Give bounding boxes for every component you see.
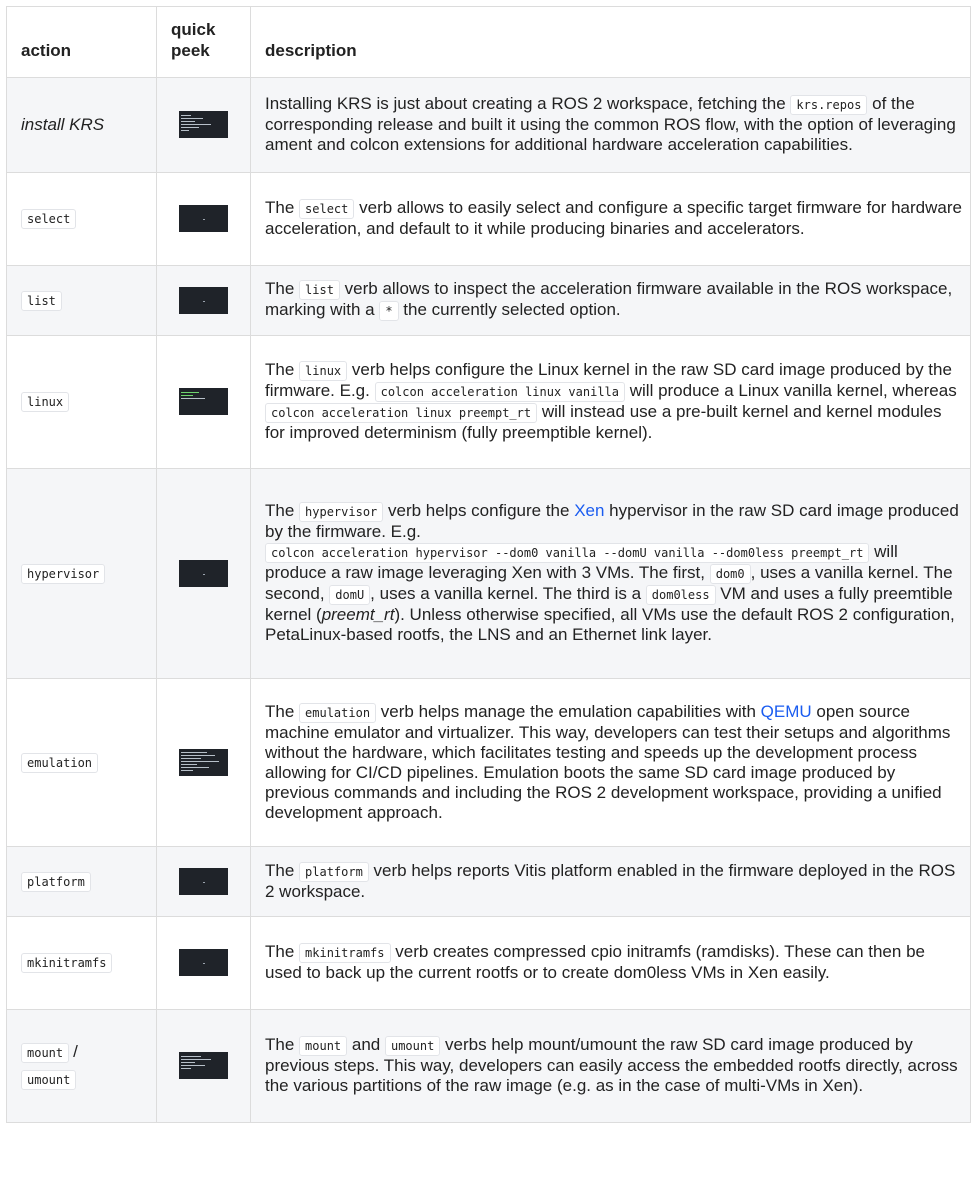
terminal-thumbnail-icon[interactable] bbox=[179, 1052, 228, 1079]
inline-code: mkinitramfs bbox=[299, 943, 390, 963]
inline-code: dom0 bbox=[710, 564, 751, 584]
inline-code: * bbox=[379, 301, 398, 321]
action-cell bbox=[7, 1010, 157, 1123]
action-code: mkinitramfs bbox=[21, 953, 112, 973]
description-cell: The list verb allows to inspect the acceleration firmware available in the ROS workspace, marking with a * the currently selected option. bbox=[251, 266, 971, 336]
inline-code: select bbox=[299, 199, 354, 219]
action-cell bbox=[7, 469, 157, 679]
terminal-thumbnail-icon[interactable] bbox=[179, 749, 228, 776]
terminal-thumbnail-icon[interactable] bbox=[179, 287, 228, 314]
inline-code: krs.repos bbox=[790, 95, 867, 115]
table-row bbox=[7, 336, 971, 469]
table-row bbox=[7, 173, 971, 266]
inline-code: colcon acceleration hypervisor --dom0 vanilla --domU vanilla --dom0less preempt_rt bbox=[265, 543, 869, 563]
description-cell: The mount and umount verbs help mount/umount the raw SD card image produced by previous steps. This way, developers can easily access the embedded rootfs directly, across the various partitions of the raw image (e.g. as in the case of multi-VMs in Xen). bbox=[251, 1010, 971, 1123]
action-cell bbox=[7, 847, 157, 917]
description-cell: The platform verb helps reports Vitis platform enabled in the firmware deployed in the ROS 2 workspace. bbox=[251, 847, 971, 917]
header-quick-peek: quick peek bbox=[157, 7, 251, 78]
peek-cell bbox=[157, 336, 251, 469]
action-separator: / bbox=[73, 1041, 78, 1061]
table-row bbox=[7, 679, 971, 847]
inline-code: list bbox=[299, 280, 340, 300]
peek-cell bbox=[157, 173, 251, 266]
terminal-thumbnail-icon[interactable] bbox=[179, 949, 228, 976]
action-cell bbox=[7, 679, 157, 847]
xen-link[interactable]: Xen bbox=[574, 501, 605, 520]
description-cell: The linux verb helps configure the Linux kernel in the raw SD card image produced by the firmware. E.g. colcon acceleration linux vanilla will produce a Linux vanilla kernel, whereas colcon acceleration linux preempt_rt will instead use a pre-built kernel and kernel modules for improved determinism (fully preemptible kernel). bbox=[251, 336, 971, 469]
action-cell bbox=[7, 336, 157, 469]
peek-cell bbox=[157, 847, 251, 917]
table-row bbox=[7, 469, 971, 679]
inline-code: linux bbox=[299, 361, 347, 381]
header-action: action bbox=[7, 7, 157, 78]
inline-code: colcon acceleration linux preempt_rt bbox=[265, 403, 537, 423]
action-cell bbox=[7, 266, 157, 336]
inline-code: domU bbox=[329, 585, 370, 605]
peek-cell bbox=[157, 679, 251, 847]
inline-code: platform bbox=[299, 862, 369, 882]
inline-code: umount bbox=[385, 1036, 440, 1056]
action-code: list bbox=[21, 291, 62, 311]
peek-cell bbox=[157, 266, 251, 336]
description-cell: The select verb allows to easily select and configure a specific target firmware for hardware acceleration, and default to it while producing binaries and accelerators. bbox=[251, 173, 971, 266]
table-row bbox=[7, 266, 971, 336]
description-cell: The mkinitramfs verb creates compressed cpio initramfs (ramdisks). These can then be used to back up the current rootfs or to create dom0less VMs in Xen easily. bbox=[251, 917, 971, 1010]
action-label: install KRS bbox=[21, 114, 105, 134]
action-cell bbox=[7, 78, 157, 173]
description-cell: The emulation verb helps manage the emulation capabilities with QEMU open source machine emulator and virtualizer. This way, developers can test their setups and algorithms without the hardware, which facilitates testing and speeds up the development process allowing for CI/CD pipelines. Emulation boots the same SD card image produced by previous commands and including the ROS 2 development workspace, providing a unified development approach. bbox=[251, 679, 971, 847]
terminal-thumbnail-icon[interactable] bbox=[179, 868, 228, 895]
action-code: hypervisor bbox=[21, 564, 105, 584]
action-cell bbox=[7, 173, 157, 266]
peek-cell bbox=[157, 469, 251, 679]
description-cell: The hypervisor verb helps configure the Xen hypervisor in the raw SD card image produced by the firmware. E.g. colcon acceleration hypervisor --dom0 vanilla --domU vanilla --dom0less preempt_rt will produce a raw image leveraging Xen with 3 VMs. The first, dom0 , uses a vanilla kernel. The second, domU , uses a vanilla kernel. The third is a dom0less VM and uses a fully preemtible kernel (preemt_rt). Unless otherwise specified, all VMs use the default ROS 2 configuration, PetaLinux-based rootfs, the LNS and an Ethernet link layer. bbox=[251, 469, 971, 679]
inline-code: emulation bbox=[299, 703, 376, 723]
inline-code: colcon acceleration linux vanilla bbox=[375, 382, 625, 402]
action-code: platform bbox=[21, 872, 91, 892]
action-code: umount bbox=[21, 1070, 76, 1090]
header-description: description bbox=[251, 7, 971, 78]
inline-code: mount bbox=[299, 1036, 347, 1056]
table-row bbox=[7, 917, 971, 1010]
description-cell: Installing KRS is just about creating a ROS 2 workspace, fetching the krs.repos of the corresponding release and built it using the common ROS flow, with the option of leveraging ament and colcon extensions for additional hardware acceleration capabilities. bbox=[251, 78, 971, 173]
peek-cell bbox=[157, 78, 251, 173]
peek-cell bbox=[157, 917, 251, 1010]
inline-code: dom0less bbox=[646, 585, 716, 605]
action-code: mount bbox=[21, 1043, 69, 1063]
action-cell bbox=[7, 917, 157, 1010]
terminal-thumbnail-icon[interactable] bbox=[179, 205, 228, 232]
table-row bbox=[7, 847, 971, 917]
table-row bbox=[7, 78, 971, 173]
peek-cell bbox=[157, 1010, 251, 1123]
terminal-thumbnail-icon[interactable] bbox=[179, 388, 228, 415]
action-code: linux bbox=[21, 392, 69, 412]
verbs-table bbox=[6, 6, 971, 1123]
inline-code: hypervisor bbox=[299, 502, 383, 522]
table-header-row bbox=[7, 7, 971, 78]
terminal-thumbnail-icon[interactable] bbox=[179, 560, 228, 587]
terminal-thumbnail-icon[interactable] bbox=[179, 111, 228, 138]
action-code: select bbox=[21, 209, 76, 229]
table-row bbox=[7, 1010, 971, 1123]
qemu-link[interactable]: QEMU bbox=[760, 701, 812, 721]
action-code: emulation bbox=[21, 753, 98, 773]
